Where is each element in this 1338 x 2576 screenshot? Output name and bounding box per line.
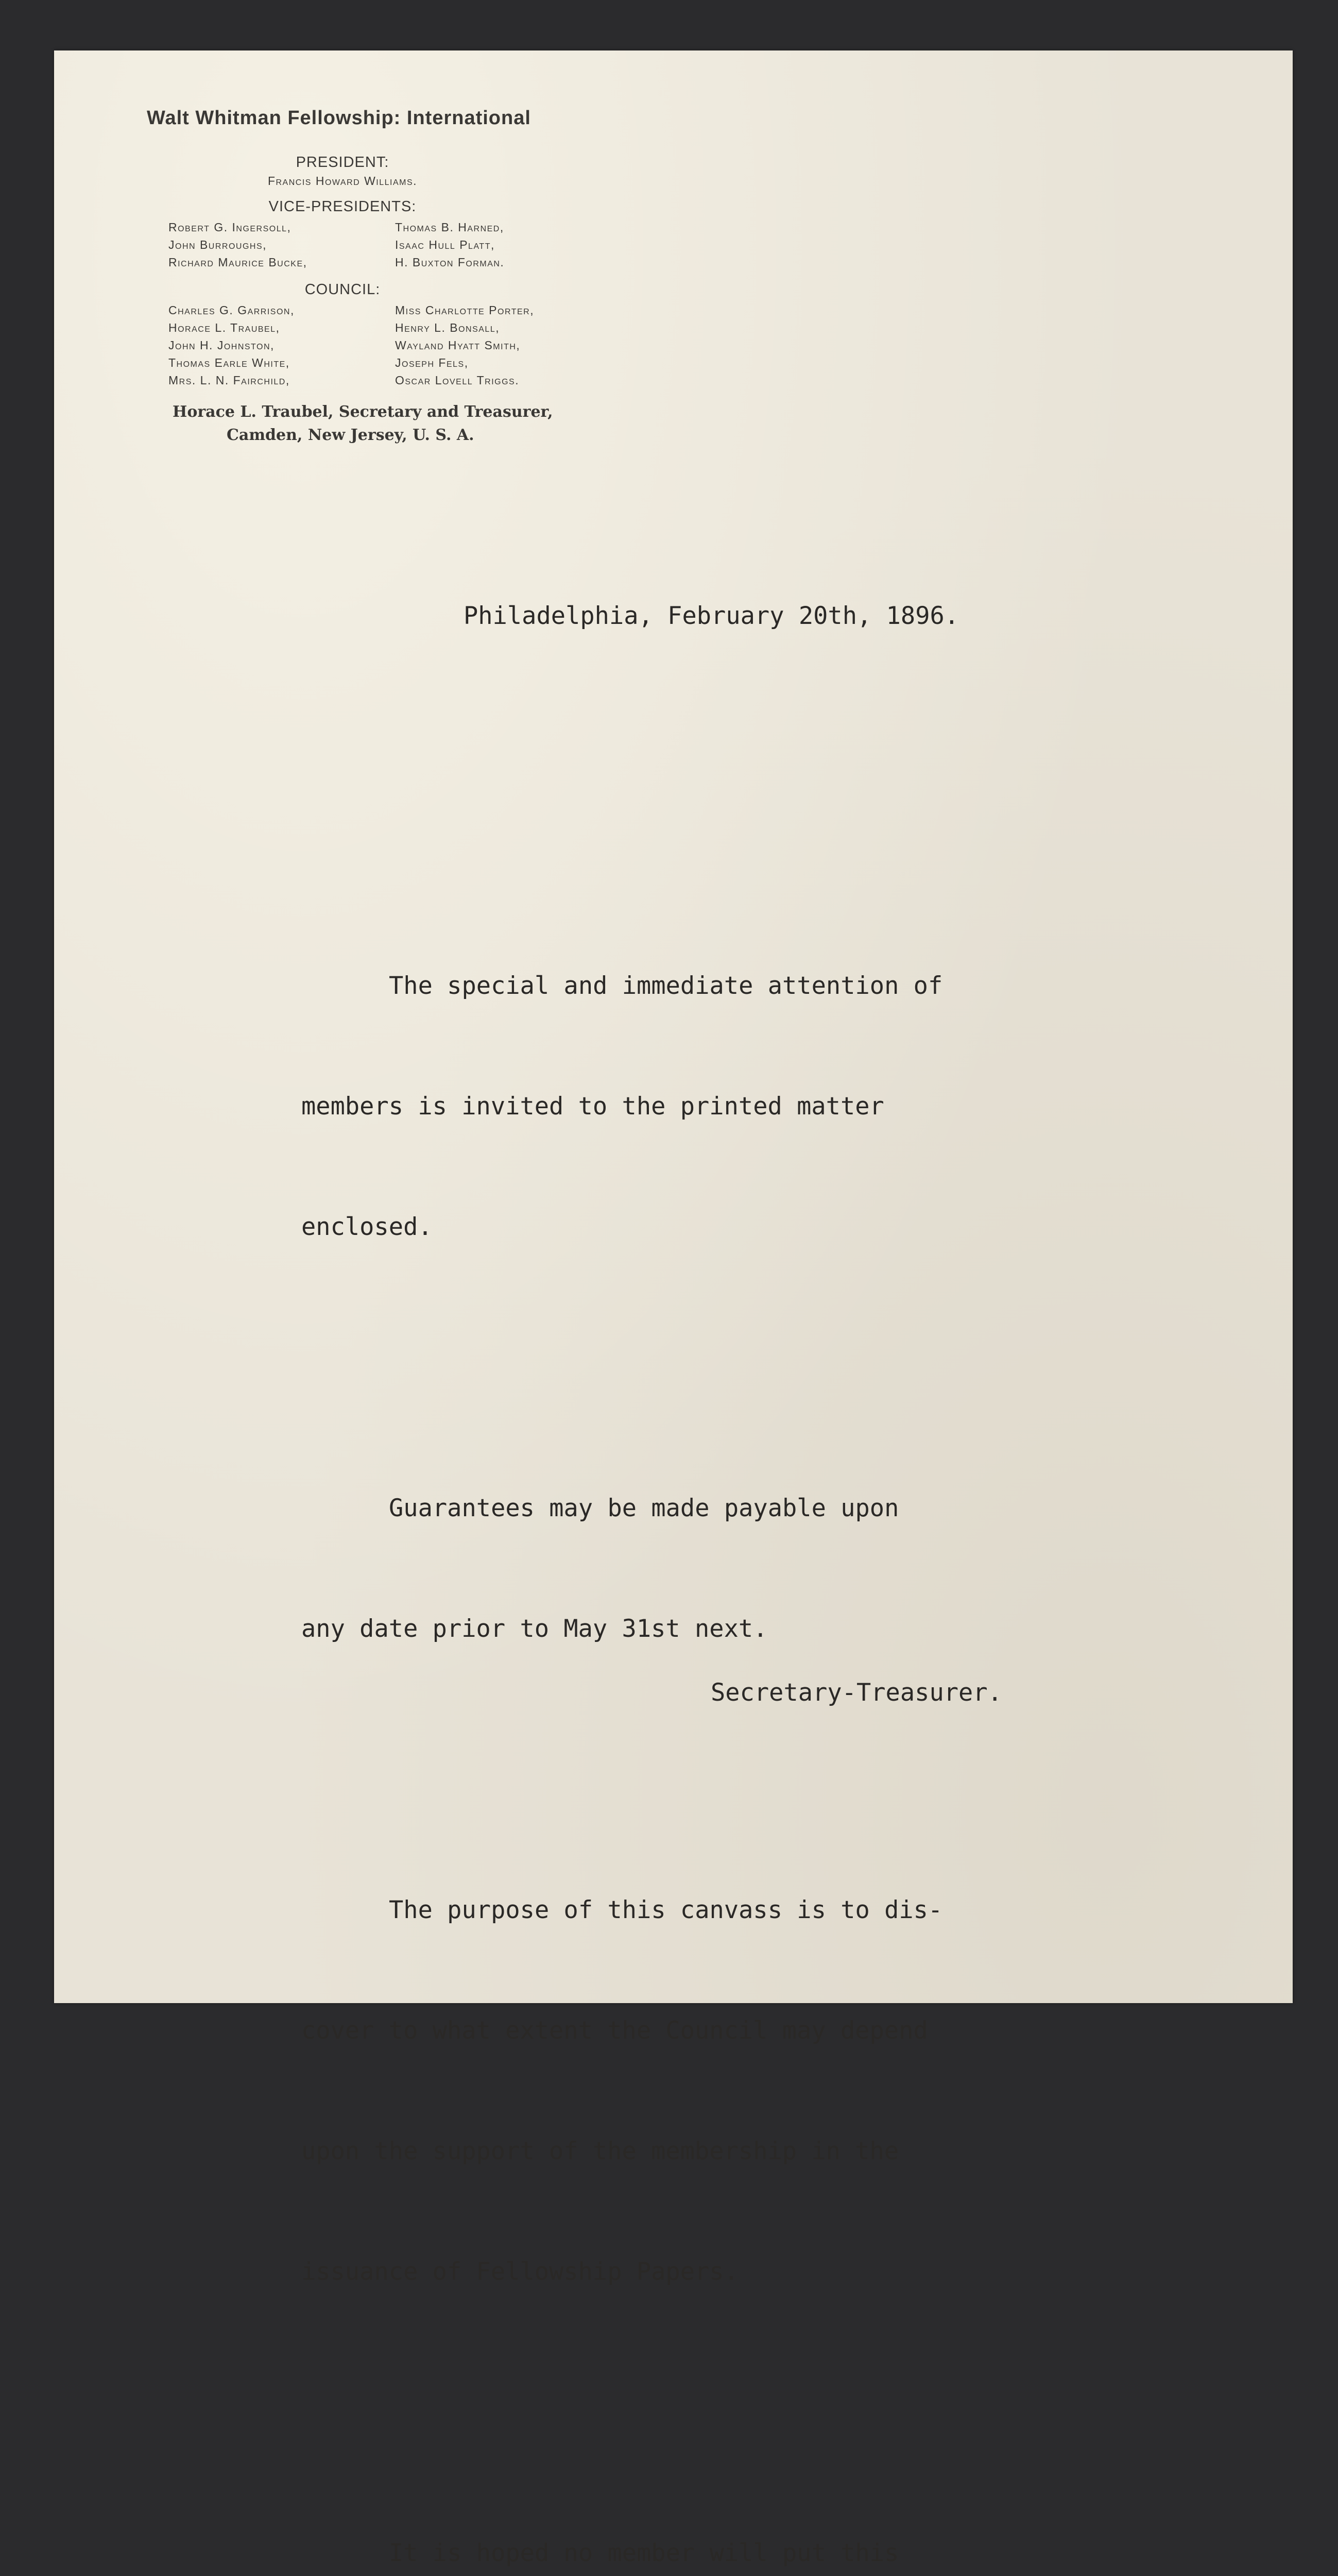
list-item: Isaac Hull Platt,	[395, 238, 495, 251]
list-item: John Burroughs,	[168, 238, 267, 251]
list-item: Oscar Lovell Triggs.	[395, 374, 520, 387]
list-item: Mrs. L. N. Fairchild,	[168, 374, 290, 387]
signature-line: Secretary-Treasurer.	[711, 1679, 1002, 1707]
list-item: Joseph Fels,	[395, 356, 469, 369]
list-item: H. Buxton Forman.	[395, 256, 505, 269]
list-item: Robert G. Ingersoll,	[168, 221, 291, 234]
paragraph	[301, 2453, 942, 2576]
dateline: Philadelphia, February 20th, 1896.	[464, 602, 959, 630]
text-line: It is hoped no member will put this	[389, 2539, 899, 2567]
vice-presidents-left	[147, 218, 395, 271]
list-item: Charles G. Garrison,	[168, 303, 295, 317]
text-line: issuance of Fellowship Papers.	[301, 2258, 739, 2286]
list-item: Horace L. Traubel,	[168, 321, 280, 334]
text-line: The purpose of this canvass is to dis-	[389, 1896, 943, 1924]
text-line: The special and immediate attention of	[389, 972, 943, 1000]
text-line: Guarantees may be made payable upon	[389, 1494, 899, 1522]
address-line: Camden, New Jersey, U. S. A.	[227, 426, 474, 444]
text-line: any date prior to May 31st next.	[301, 1615, 768, 1643]
text-line: cover to what extent the Council may depend	[301, 2016, 928, 2045]
list-item: Miss Charlotte Porter,	[395, 303, 535, 317]
list-item: Thomas B. Harned,	[395, 221, 504, 234]
text-line: members is invited to the printed matter	[301, 1092, 884, 1121]
letterhead	[147, 107, 662, 446]
vice-presidents-heading: VICE-PRESIDENTS:	[268, 198, 417, 215]
list-item: John H. Johnston,	[168, 338, 275, 352]
letterhead-title: Walt Whitman Fellowship: International	[147, 107, 531, 129]
list-item: Wayland Hyatt Smith,	[395, 338, 521, 352]
show-through-ink: ‍	[823, 112, 830, 202]
vice-presidents-right	[395, 218, 611, 271]
list-item: Henry L. Bonsall,	[395, 321, 500, 334]
list-item: Thomas Earle White,	[168, 356, 290, 369]
vice-presidents-list	[147, 218, 662, 271]
council-list	[147, 301, 662, 389]
text-line: upon the support of the membership in the	[301, 2137, 899, 2165]
council-left	[147, 301, 395, 389]
president-name: Francis Howard Williams.	[267, 174, 418, 188]
text-line: enclosed.	[301, 1213, 433, 1241]
council-heading: COUNCIL:	[304, 281, 381, 298]
council-right	[395, 301, 611, 389]
paragraph	[301, 886, 942, 1328]
paragraph	[301, 1810, 942, 2372]
letter-page	[54, 50, 1293, 2567]
list-item: Richard Maurice Bucke,	[168, 256, 307, 269]
president-heading: PRESIDENT:	[296, 154, 389, 171]
secretary-line: Horace L. Traubel, Secretary and Treasurer,	[173, 403, 553, 421]
